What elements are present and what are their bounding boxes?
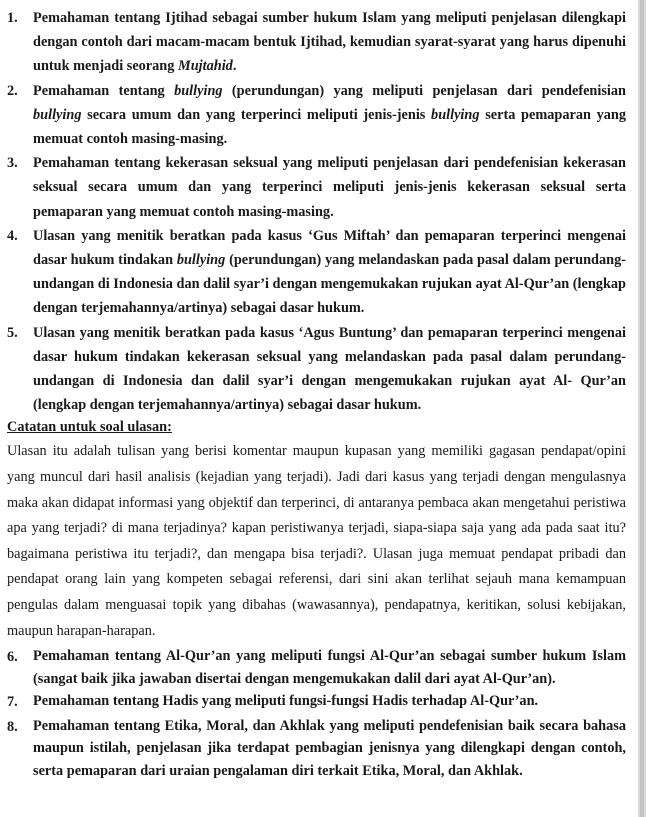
italic-term: bullying (33, 106, 82, 123)
list-item (7, 151, 626, 224)
text-run: Pemahaman tentang Hadis yang meliputi fungsi-fungsi Hadis terhadap Al-Qur’an. (33, 693, 539, 710)
list-item-text (33, 690, 626, 713)
list-item (7, 79, 626, 152)
text-run: Pemahaman tentang kekerasan seksual yang meliputi penjelasan dari pendefenisian kekerasan seksual secara umum dan yang terperinci meliputi jenis-jenis kekerasan seksual serta pemaparan yang memuat contoh masing-masing. (33, 155, 626, 220)
text-run: secara umum dan yang terperinci meliputi jenis-jenis (81, 106, 432, 123)
list-item-number: 7. (7, 694, 18, 711)
text-run: Ulasan yang menitik beratkan pada kasus ‘Gus Miftah’ dan pemaparan terperinci mengenai dasar hukum tindakan (33, 227, 626, 269)
text-run: Pemahaman tentang (33, 82, 175, 99)
italic-term: bullying (431, 106, 480, 123)
scrollbar-track (640, 0, 644, 817)
list-item-text (33, 224, 626, 321)
list-item-text (33, 79, 626, 152)
italic-term: bullying (176, 252, 226, 269)
note-body: Ulasan itu adalah tulisan yang berisi komentar maupun kupasan yang memiliki gagasan pendapat/opini yang muncul dari hasil analisis (kejadian yang terjadi). Jadi dari kasus yang terjadi dengan mengulasnya maka akan didapat informasi yang objektif dan terperinci, di antaranya pembaca akan mengetahui peristiwa apa yang terjadi? di mana terjadinya? kapan peristiwanya terjadi, siapa-siapa saja yang ada pada saat itu? bagaimana peristiwa itu terjadi?, dan mengapa bisa terjadi?. Ulasan juga memuat pendapat pribadi dan pendapat orang lain yang kompeten sebagai referensi, dari sini akan terlihat sejauh mana kemampuan pengulas dalam menguasai topik yang dibahas (wawasannya), pendapatnya, keritikan, solusi kebijakan, maupun harapan-harapan. (7, 443, 626, 639)
text-run: Pemahaman tentang Ijtihad sebagai sumber hukum Islam yang meliputi penjelasan dilengkapi dengan contoh dari macam-macam bentuk Ijtihad, kemudian syarat-syarat yang harus dipenuhi untuk menjadi seorang (33, 10, 626, 75)
text-run: serta pemaparan yang memuat contoh masing-masing. (33, 106, 626, 148)
list-item-number: 1. (7, 10, 18, 26)
list-item (7, 690, 626, 714)
text-run: (perundungan) yang meliputi penjelasan dari pendefenisian (222, 82, 626, 99)
list-item-number: 8. (7, 718, 18, 735)
list-item (7, 224, 626, 321)
list-item (7, 715, 626, 783)
list-item-text (33, 645, 626, 690)
note-heading: Catatan untuk soal ulasan: (7, 419, 172, 436)
text-run: (perundungan) yang melandaskan pada pasal dalam perundang-undangan di Indonesia dan dalil syar’i dengan mengemukakan rujukan ayat Al-Qur’an (lengkap dengan terjemahannya/artinya) sebagai dasar hukum. (33, 252, 627, 317)
list-item-number: 4. (7, 227, 18, 244)
list-item-number: 6. (7, 649, 18, 666)
text-run: Ulasan yang menitik beratkan pada kasus ‘Agus Buntung’ dan pemaparan terperinci mengenai dasar hukum tindakan kekerasan seksual yang melandaskan pada pasal dalam perundang-undangan di Indonesia dan dalil syar’i dengan mengemukakan rujukan ayat Al- Qur’an (lengkap dengan terjemahannya/artinya) sebagai dasar hukum. (33, 324, 626, 414)
text-run: Pemahaman tentang Etika, Moral, dan Akhlak yang meliputi pendefenisian baik secara bahasa maupun istilah, penjelasan jika terdapat pembagian jenisnya yang dilengkapi dengan contoh, serta pemaparan dari uraian pengalaman diri terkait Etika, Moral, dan Akhlak. (33, 717, 626, 779)
list-item (7, 6, 626, 79)
text-run: . (232, 58, 237, 75)
requirements-list-bottom (7, 645, 626, 782)
page-edge-scrollbar (638, 0, 646, 817)
list-item (7, 321, 626, 418)
list-item-text (33, 715, 626, 783)
requirements-list-top (7, 6, 626, 417)
list-item-number: 3. (7, 155, 18, 172)
italic-term: Mujtahid (177, 58, 233, 75)
list-item-number: 5. (7, 324, 18, 341)
list-item-text (33, 151, 626, 224)
list-item-text (33, 321, 626, 418)
italic-term: bullying (174, 82, 223, 99)
text-run: Pemahaman tentang Al-Qur’an yang meliputi fungsi Al-Qur’an sebagai sumber hukum Islam (sangat baik jika jawaban disertai dengan mengemukakan dalil dari ayat Al-Qur’an). (33, 648, 626, 687)
list-item (7, 645, 626, 690)
list-item-number: 2. (7, 82, 18, 99)
list-item-text (33, 6, 626, 79)
